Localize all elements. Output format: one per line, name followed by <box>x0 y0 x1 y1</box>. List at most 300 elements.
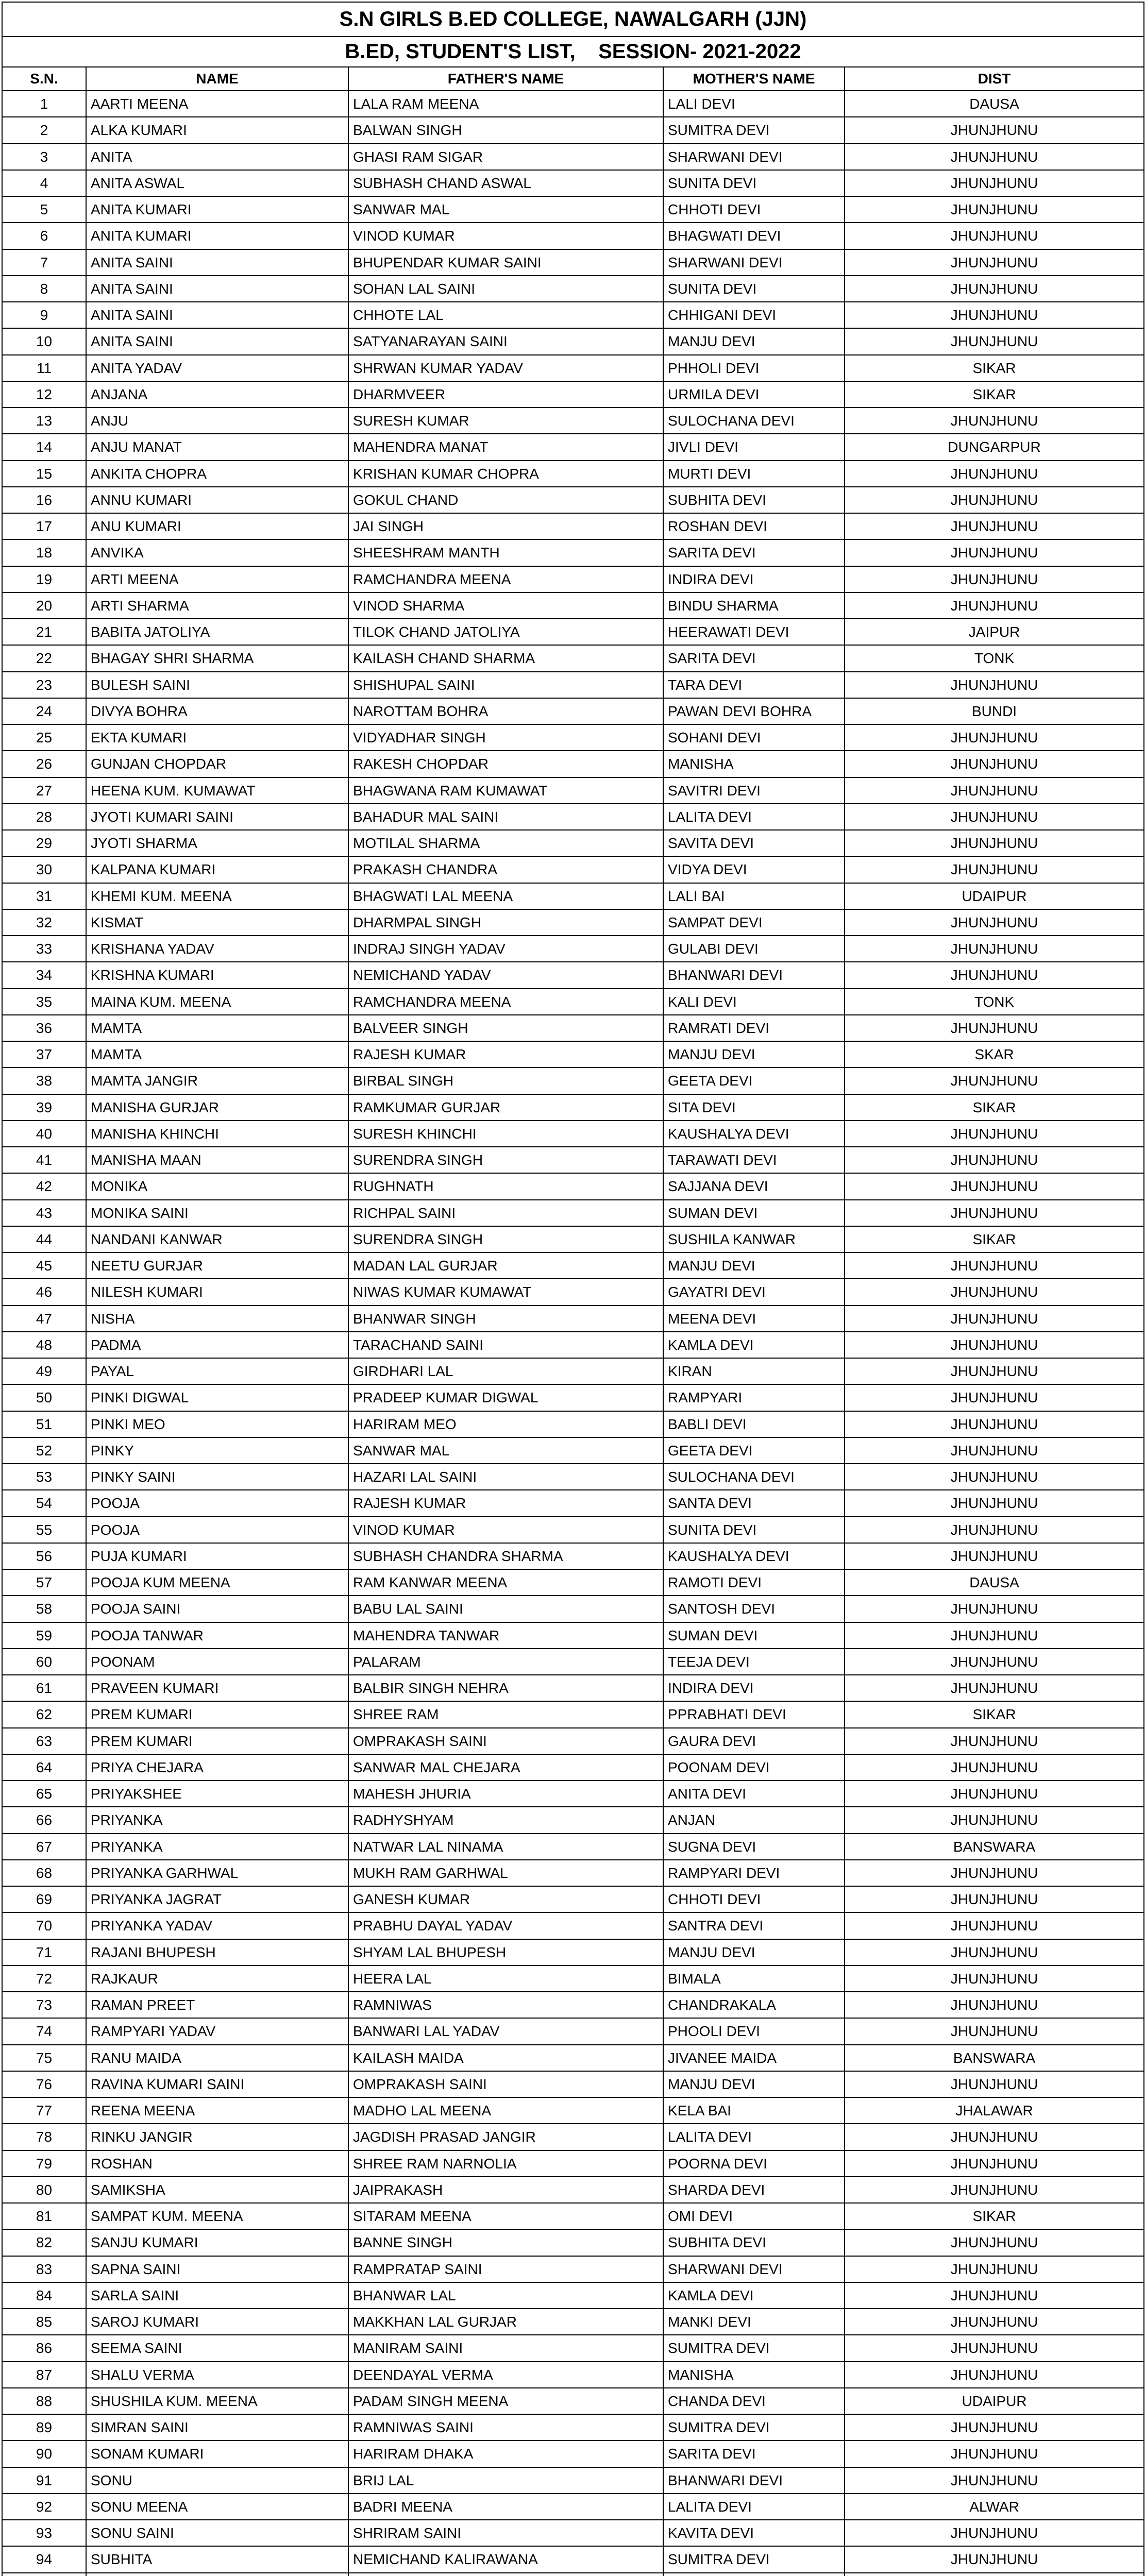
sn-cell: 3 <box>2 144 86 170</box>
name-cell: PRIYANKA YADAV <box>86 1912 348 1939</box>
father-name-cell: RAMCHANDRA MEENA <box>348 566 663 592</box>
sn-cell: 16 <box>2 487 86 513</box>
name-cell: BABITA JATOLIYA <box>86 619 348 645</box>
mother-name-cell: INDIRA DEVI <box>663 566 845 592</box>
college-title: S.N GIRLS B.ED COLLEGE, NAWALGARH (JJN) <box>2 2 1144 37</box>
dist-cell: JHUNJHUNU <box>845 249 1144 276</box>
name-cell: SONAM KUMARI <box>86 2441 348 2467</box>
dist-cell: JHUNJHUNU <box>845 1464 1144 1490</box>
mother-name-cell: MANJU DEVI <box>663 1939 845 1965</box>
father-name-cell: NAROTTAM BOHRA <box>348 698 663 724</box>
table-row <box>2 1886 1144 1912</box>
col-header-dist: DIST <box>845 67 1144 91</box>
sn-cell: 44 <box>2 1226 86 1252</box>
father-name-cell: RAMNIWAS SAINI <box>348 2414 663 2441</box>
dist-cell: JHUNJHUNU <box>845 1200 1144 1226</box>
sn-cell: 58 <box>2 1596 86 1622</box>
table-row <box>2 1490 1144 1516</box>
father-name-cell: RAJESH KUMAR <box>348 1041 663 1067</box>
sn-cell: 63 <box>2 1728 86 1754</box>
dist-cell: JHUNJHUNU <box>845 1411 1144 1437</box>
sn-cell: 31 <box>2 883 86 909</box>
table-row <box>2 830 1144 856</box>
dist-cell: JHUNJHUNU <box>845 1252 1144 1279</box>
name-cell: NANDANI KANWAR <box>86 1226 348 1252</box>
dist-cell: JHUNJHUNU <box>845 962 1144 988</box>
mother-name-cell: SANTA DEVI <box>663 1490 845 1516</box>
father-name-cell: MAHESH JHURIA <box>348 1781 663 1807</box>
mother-name-cell: SUMITRA DEVI <box>663 2546 845 2572</box>
sn-cell: 30 <box>2 856 86 883</box>
father-name-cell: VINOD SHARMA <box>348 592 663 619</box>
name-cell: MANISHA KHINCHI <box>86 1121 348 1147</box>
mother-name-cell: SUGNA DEVI <box>663 1834 845 1860</box>
table-row <box>2 2546 1144 2572</box>
dist-cell: ALWAR <box>845 2494 1144 2520</box>
father-name-cell: SHYAM LAL BHUPESH <box>348 1939 663 1965</box>
mother-name-cell: GEETA DEVI <box>663 1067 845 1094</box>
father-name-cell: SHREE RAM <box>348 1701 663 1727</box>
dist-cell: JHUNJHUNU <box>845 1912 1144 1939</box>
dist-cell: JHUNJHUNU <box>845 1490 1144 1516</box>
sn-cell: 9 <box>2 302 86 328</box>
table-row <box>2 1543 1144 1569</box>
sn-cell: 83 <box>2 2256 86 2282</box>
sn-cell: 15 <box>2 461 86 487</box>
father-name-cell: SATYANARAYAN SAINI <box>348 328 663 354</box>
table-row <box>2 619 1144 645</box>
mother-name-cell: MURTI DEVI <box>663 461 845 487</box>
father-name-cell: PRAKASH CHANDRA <box>348 856 663 883</box>
table-row <box>2 1358 1144 1384</box>
name-cell: ROSHAN <box>86 2150 348 2177</box>
table-row <box>2 2124 1144 2150</box>
mother-name-cell: TARA DEVI <box>663 672 845 698</box>
dist-cell: JHUNJHUNU <box>845 2071 1144 2097</box>
name-cell: PREM KUMARI <box>86 1701 348 1727</box>
table-row <box>2 672 1144 698</box>
mother-name-cell: SARITA DEVI <box>663 2441 845 2467</box>
dist-cell: JHUNJHUNU <box>845 1543 1144 1569</box>
mother-name-cell: SUSHILA KANWAR <box>663 1226 845 1252</box>
mother-name-cell: SANTRA DEVI <box>663 1912 845 1939</box>
table-row <box>2 1041 1144 1067</box>
dist-cell: JHUNJHUNU <box>845 804 1144 830</box>
table-row <box>2 461 1144 487</box>
dist-cell: JHUNJHUNU <box>845 1121 1144 1147</box>
dist-cell: JHUNJHUNU <box>845 276 1144 302</box>
dist-cell: JHUNJHUNU <box>845 117 1144 143</box>
col-header-name: NAME <box>86 67 348 91</box>
name-cell: PADMA <box>86 1332 348 1358</box>
sn-cell: 26 <box>2 751 86 777</box>
name-cell: PINKY <box>86 1437 348 1464</box>
table-row <box>2 2414 1144 2441</box>
name-cell: BULESH SAINI <box>86 672 348 698</box>
father-name-cell: MADHO LAL MEENA <box>348 2097 663 2124</box>
name-cell: ANVIKA <box>86 539 348 566</box>
mother-name-cell: INDIRA DEVI <box>663 1675 845 1701</box>
table-row <box>2 1252 1144 1279</box>
name-cell: ANJU <box>86 408 348 434</box>
name-cell: MAMTA <box>86 1015 348 1041</box>
sn-cell: 92 <box>2 2494 86 2520</box>
name-cell: PREM KUMARI <box>86 1728 348 1754</box>
sn-cell <box>2 2573 86 2576</box>
dist-cell: JHUNJHUNU <box>845 672 1144 698</box>
mother-name-cell: RAMOTI DEVI <box>663 1569 845 1596</box>
table-row <box>2 381 1144 408</box>
sn-cell: 60 <box>2 1649 86 1675</box>
dist-cell: JHUNJHUNU <box>845 1807 1144 1833</box>
sn-cell: 78 <box>2 2124 86 2150</box>
dist-cell: JHUNJHUNU <box>845 2414 1144 2441</box>
father-name-cell: RICHPAL SAINI <box>348 1200 663 1226</box>
mother-name-cell: SARITA DEVI <box>663 539 845 566</box>
sn-cell: 10 <box>2 328 86 354</box>
student-rows <box>2 91 1144 2576</box>
father-name-cell: OMPRAKASH SAINI <box>348 2071 663 2097</box>
father-name-cell: GANESH KUMAR <box>348 1886 663 1912</box>
mother-name-cell: SULOCHANA DEVI <box>663 1464 845 1490</box>
sn-cell: 51 <box>2 1411 86 1437</box>
mother-name-cell: BABLI DEVI <box>663 1411 845 1437</box>
name-cell: PINKY SAINI <box>86 1464 348 1490</box>
name-cell: PAYAL <box>86 1358 348 1384</box>
table-row <box>2 883 1144 909</box>
table-row <box>2 1147 1144 1173</box>
table-row <box>2 91 1144 117</box>
father-name-cell: SHREE RAM NARNOLIA <box>348 2150 663 2177</box>
name-cell: KALPANA KUMARI <box>86 856 348 883</box>
father-name-cell: BHUPENDAR KUMAR SAINI <box>348 249 663 276</box>
student-list-sheet <box>2 2 1143 2576</box>
sn-cell: 40 <box>2 1121 86 1147</box>
mother-name-cell: KAMLA DEVI <box>663 2282 845 2309</box>
sn-cell: 13 <box>2 408 86 434</box>
mother-name-cell: CHANDA DEVI <box>663 2388 845 2414</box>
dist-cell: JHUNJHUNU <box>845 566 1144 592</box>
name-cell: MAMTA JANGIR <box>86 1067 348 1094</box>
mother-name-cell: SARITA DEVI <box>663 645 845 671</box>
dist-cell: JHUNJHUNU <box>845 724 1144 751</box>
dist-cell: JHUNJHUNU <box>845 1622 1144 1649</box>
name-cell: SONU SAINI <box>86 2520 348 2546</box>
table-row <box>2 1912 1144 1939</box>
table-row <box>2 751 1144 777</box>
mother-name-cell: SAMPAT DEVI <box>663 909 845 936</box>
mother-name-cell: VIDYA DEVI <box>663 856 845 883</box>
father-name-cell: MAHENDRA TANWAR <box>348 1622 663 1649</box>
father-name-cell: SURENDRA SINGH <box>348 1147 663 1173</box>
mother-name-cell: MANJU DEVI <box>663 2071 845 2097</box>
mother-name-cell: BHANWARI DEVI <box>663 2467 845 2494</box>
dist-cell: JHUNJHUNU <box>845 2282 1144 2309</box>
father-name-cell: RAMKUMAR GURJAR <box>348 1094 663 1121</box>
mother-name-cell: SUMITRA DEVI <box>663 2335 845 2361</box>
dist-cell: JHUNJHUNU <box>845 1781 1144 1807</box>
table-row <box>2 1675 1144 1701</box>
table-row <box>2 196 1144 223</box>
name-cell: SONU <box>86 2467 348 2494</box>
sn-cell: 28 <box>2 804 86 830</box>
mother-name-cell: JIVLI DEVI <box>663 434 845 460</box>
table-row <box>2 487 1144 513</box>
father-name-cell: SHRWAN KUMAR YADAV <box>348 355 663 381</box>
col-header-mother: MOTHER'S NAME <box>663 67 845 91</box>
name-cell: JYOTI KUMARI SAINI <box>86 804 348 830</box>
mother-name-cell: KELA BAI <box>663 2097 845 2124</box>
sn-cell: 1 <box>2 91 86 117</box>
table-row <box>2 566 1144 592</box>
mother-name-cell: URMILA DEVI <box>663 381 845 408</box>
sn-cell: 62 <box>2 1701 86 1727</box>
column-header-row <box>2 67 1144 91</box>
sn-cell: 41 <box>2 1147 86 1173</box>
table-row <box>2 1173 1144 1199</box>
table-row <box>2 1569 1144 1596</box>
table-row <box>2 856 1144 883</box>
name-cell: NISHA <box>86 1306 348 1332</box>
sn-cell: 42 <box>2 1173 86 1199</box>
mother-name-cell: HEERAWATI DEVI <box>663 619 845 645</box>
mother-name-cell: SHARWANI DEVI <box>663 144 845 170</box>
father-name-cell: RUGHNATH <box>348 1173 663 1199</box>
mother-name-cell: RAMRATI DEVI <box>663 1015 845 1041</box>
mother-name-cell: SULOCHANA DEVI <box>663 408 845 434</box>
table-row <box>2 2229 1144 2256</box>
dist-cell: JHUNJHUNU <box>845 1728 1144 1754</box>
father-name-cell: BALWAN SINGH <box>348 117 663 143</box>
name-cell: ARTI SHARMA <box>86 592 348 619</box>
dist-cell: SKAR <box>845 1041 1144 1067</box>
sn-cell: 14 <box>2 434 86 460</box>
dist-cell: JHUNJHUNU <box>845 936 1144 962</box>
table-row <box>2 1067 1144 1094</box>
mother-name-cell: CHANDRAKALA <box>663 1992 845 2018</box>
dist-cell: JHUNJHUNU <box>845 1332 1144 1358</box>
name-cell: SIMRAN SAINI <box>86 2414 348 2441</box>
sn-cell: 50 <box>2 1384 86 1411</box>
table-row <box>2 2520 1144 2546</box>
dist-cell: JHUNJHUNU <box>845 1675 1144 1701</box>
sn-cell: 37 <box>2 1041 86 1067</box>
father-name-cell: HARIRAM MEO <box>348 1411 663 1437</box>
sn-cell: 65 <box>2 1781 86 1807</box>
table-row <box>2 804 1144 830</box>
father-name-cell: BALBIR SINGH NEHRA <box>348 1675 663 1701</box>
name-cell: MANISHA MAAN <box>86 1147 348 1173</box>
mother-name-cell: JIVANEE MAIDA <box>663 2045 845 2071</box>
dist-cell: JHUNJHUNU <box>845 1173 1144 1199</box>
sn-cell: 29 <box>2 830 86 856</box>
name-cell: ANKITA CHOPRA <box>86 461 348 487</box>
table-row <box>2 117 1144 143</box>
dist-cell: JHUNJHUNU <box>845 1015 1144 1041</box>
name-cell: GUNJAN CHOPDAR <box>86 751 348 777</box>
father-name-cell: MUKH RAM GARHWAL <box>348 1860 663 1886</box>
name-cell: PRIYANKA GARHWAL <box>86 1860 348 1886</box>
name-cell: NEETU GURJAR <box>86 1252 348 1279</box>
dist-cell: SIKAR <box>845 1701 1144 1727</box>
mother-name-cell: MANISHA <box>663 2362 845 2388</box>
father-name-cell: VIDYADHAR SINGH <box>348 724 663 751</box>
sn-cell: 5 <box>2 196 86 223</box>
name-cell: SONU MEENA <box>86 2494 348 2520</box>
sn-cell: 81 <box>2 2203 86 2229</box>
father-name-cell: PRADEEP KUMAR DIGWAL <box>348 1384 663 1411</box>
dist-cell: JHUNJHUNU <box>845 2124 1144 2150</box>
dist-cell: JHUNJHUNU <box>845 408 1144 434</box>
name-cell: SEEMA SAINI <box>86 2335 348 2361</box>
name-cell: RAJKAUR <box>86 1965 348 1992</box>
father-name-cell: PALARAM <box>348 1649 663 1675</box>
dist-cell: JHUNJHUNU <box>845 144 1144 170</box>
father-name-cell: JAIPRAKASH <box>348 2177 663 2203</box>
name-cell: PRIYA CHEJARA <box>86 1754 348 1781</box>
mother-name-cell: MANJU DEVI <box>663 1252 845 1279</box>
table-row <box>2 144 1144 170</box>
name-cell: ANU KUMARI <box>86 513 348 539</box>
sn-cell: 55 <box>2 1517 86 1543</box>
name-cell: ANJU MANAT <box>86 434 348 460</box>
sn-cell: 6 <box>2 223 86 249</box>
table-row <box>2 355 1144 381</box>
father-name-cell: SHISHUPAL SAINI <box>348 672 663 698</box>
sn-cell: 89 <box>2 2414 86 2441</box>
table-row <box>2 1965 1144 1992</box>
table-row <box>2 223 1144 249</box>
table-row <box>2 2150 1144 2177</box>
father-name-cell: SHRIRAM SAINI <box>348 2520 663 2546</box>
list-subtitle: B.ED, STUDENT'S LIST, SESSION- 2021-2022 <box>2 37 1144 67</box>
name-cell: REENA MEENA <box>86 2097 348 2124</box>
mother-name-cell: RAMPYARI <box>663 1384 845 1411</box>
dist-cell: SIKAR <box>845 381 1144 408</box>
mother-name-cell: RAMPYARI DEVI <box>663 1860 845 1886</box>
dist-cell: TONK <box>845 645 1144 671</box>
mother-name-cell: LALITA DEVI <box>663 804 845 830</box>
name-cell: SHUSHILA KUM. MEENA <box>86 2388 348 2414</box>
sn-cell: 74 <box>2 2018 86 2044</box>
sn-cell: 73 <box>2 1992 86 2018</box>
sn-cell: 70 <box>2 1912 86 1939</box>
name-cell: RAMAN PREET <box>86 1992 348 2018</box>
sn-cell: 19 <box>2 566 86 592</box>
dist-cell: JHUNJHUNU <box>845 2546 1144 2572</box>
name-cell: SUBHITA <box>86 2546 348 2572</box>
mother-name-cell: KAMLA DEVI <box>663 1332 845 1358</box>
table-row <box>2 1226 1144 1252</box>
table-row <box>2 1754 1144 1781</box>
table-row <box>2 2573 1144 2576</box>
table-row <box>2 1517 1144 1543</box>
table-row <box>2 1411 1144 1437</box>
sn-cell: 35 <box>2 989 86 1015</box>
table-row <box>2 276 1144 302</box>
father-name-cell: BANWARI LAL YADAV <box>348 2018 663 2044</box>
sn-cell: 17 <box>2 513 86 539</box>
table-row <box>2 777 1144 804</box>
father-name-cell: BAHADUR MAL SAINI <box>348 804 663 830</box>
sn-cell: 66 <box>2 1807 86 1833</box>
name-cell: POONAM <box>86 1649 348 1675</box>
table-row <box>2 936 1144 962</box>
table-row <box>2 1860 1144 1886</box>
sn-cell: 71 <box>2 1939 86 1965</box>
name-cell: POOJA KUM MEENA <box>86 1569 348 1596</box>
table-row <box>2 2097 1144 2124</box>
table-row <box>2 909 1144 936</box>
dist-cell: SIKAR <box>845 2203 1144 2229</box>
dist-cell: UDAIPUR <box>845 883 1144 909</box>
sn-cell: 72 <box>2 1965 86 1992</box>
mother-name-cell: SHARWANI DEVI <box>663 249 845 276</box>
mother-name-cell: PHHOLI DEVI <box>663 355 845 381</box>
sn-cell: 90 <box>2 2441 86 2467</box>
mother-name-cell: GEETA DEVI <box>663 1437 845 1464</box>
col-header-father: FATHER'S NAME <box>348 67 663 91</box>
dist-cell: DAUSA <box>845 1569 1144 1596</box>
table-row <box>2 2256 1144 2282</box>
father-name-cell: NEMICHAND YADAV <box>348 962 663 988</box>
dist-cell: DAUSA <box>845 91 1144 117</box>
sn-cell: 91 <box>2 2467 86 2494</box>
dist-cell: SIKAR <box>845 1094 1144 1121</box>
name-cell: ANITA SAINI <box>86 328 348 354</box>
name-cell: SAPNA SAINI <box>86 2256 348 2282</box>
table-row <box>2 1121 1144 1147</box>
mother-name-cell: KIRAN <box>663 1358 845 1384</box>
dist-cell: JHUNJHUNU <box>845 909 1144 936</box>
dist-cell <box>845 2573 1144 2576</box>
table-row <box>2 989 1144 1015</box>
mother-name-cell: LALI BAI <box>663 883 845 909</box>
table-row <box>2 2045 1144 2071</box>
sn-cell: 4 <box>2 170 86 196</box>
dist-cell: JHUNJHUNU <box>845 856 1144 883</box>
mother-name-cell: SOHANI DEVI <box>663 724 845 751</box>
father-name-cell: BHANWAR LAL <box>348 2282 663 2309</box>
mother-name-cell: MANJU DEVI <box>663 328 845 354</box>
sn-cell: 11 <box>2 355 86 381</box>
father-name-cell: SURENDRA SINGH <box>348 1226 663 1252</box>
sn-cell: 36 <box>2 1015 86 1041</box>
col-header-sn: S.N. <box>2 67 86 91</box>
father-name-cell: SUBHASH CHANDRA SHARMA <box>348 1543 663 1569</box>
name-cell: EKTA KUMARI <box>86 724 348 751</box>
mother-name-cell: CHHOTI DEVI <box>663 1886 845 1912</box>
father-name-cell: KRISHAN KUMAR CHOPRA <box>348 461 663 487</box>
mother-name-cell: ANITA DEVI <box>663 1781 845 1807</box>
sn-cell: 18 <box>2 539 86 566</box>
table-row <box>2 434 1144 460</box>
dist-cell: BANSWARA <box>845 2045 1144 2071</box>
father-name-cell: NIWAS KUMAR KUMAWAT <box>348 1279 663 1305</box>
student-list-table <box>2 2 1144 2576</box>
name-cell: PUJA KUMARI <box>86 1543 348 1569</box>
sn-cell: 24 <box>2 698 86 724</box>
father-name-cell: SANWAR MAL <box>348 1437 663 1464</box>
father-name-cell: SANWAR MAL CHEJARA <box>348 1754 663 1781</box>
name-cell: DIVYA BOHRA <box>86 698 348 724</box>
sn-cell: 53 <box>2 1464 86 1490</box>
mother-name-cell: LALITA DEVI <box>663 2494 845 2520</box>
father-name-cell: GHASI RAM SIGAR <box>348 144 663 170</box>
sn-cell: 47 <box>2 1306 86 1332</box>
name-cell: SHALU VERMA <box>86 2362 348 2388</box>
sn-cell: 21 <box>2 619 86 645</box>
